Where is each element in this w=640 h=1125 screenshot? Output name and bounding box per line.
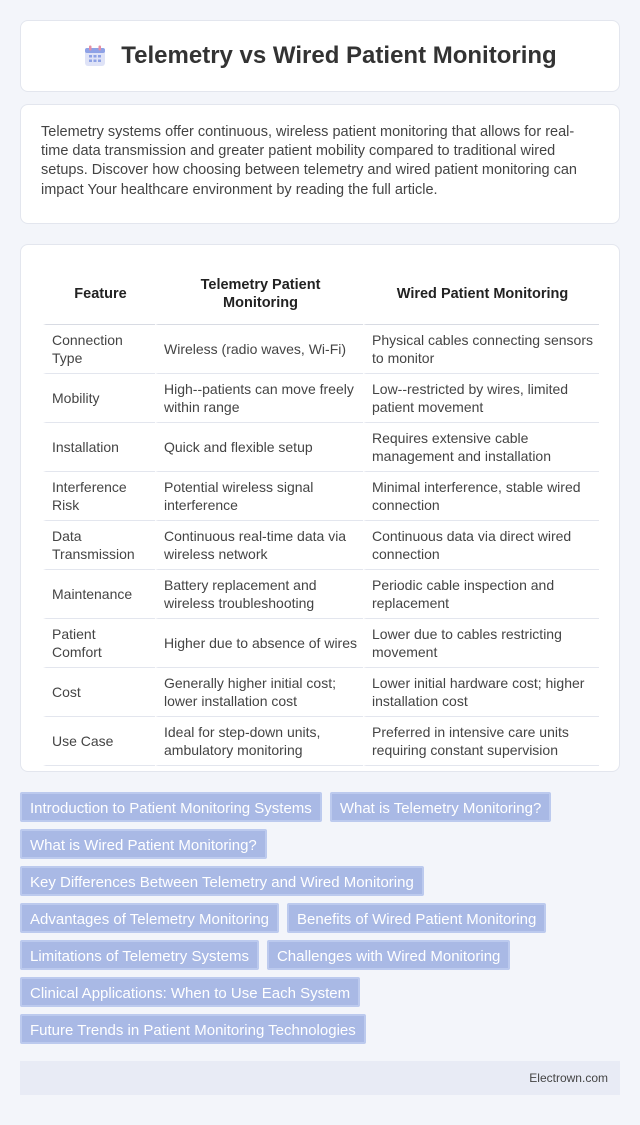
table-row	[43, 325, 599, 374]
tag-row	[20, 792, 620, 822]
feature-cell: Cost	[43, 668, 155, 717]
tag-row	[20, 977, 620, 1007]
tag-row	[20, 903, 620, 933]
wired-cell: Lower due to cables restricting movement	[363, 619, 599, 668]
feature-cell: Installation	[43, 423, 155, 472]
page-title: Telemetry vs Wired Patient Monitoring	[121, 42, 557, 69]
feature-cell: Interference Risk	[43, 472, 155, 521]
wired-cell: Continuous data via direct wired connection	[363, 521, 599, 570]
telemetry-cell: Quick and flexible setup	[155, 423, 363, 472]
telemetry-cell: Potential wireless signal interference	[155, 472, 363, 521]
table-header-row	[43, 263, 599, 325]
table-row	[43, 423, 599, 472]
topic-tag-link[interactable]: Limitations of Telemetry Systems	[20, 940, 259, 970]
wired-cell: Physical cables connecting sensors to monitor	[363, 325, 599, 374]
intro-text: Telemetry systems offer continuous, wireless patient monitoring that allows for real-time data transmission and greater patient mobility compared to traditional wired setups. Discover how choosing between telemetry and wired patient monitoring can impact Your healthcare environment by reading the full article.	[41, 124, 577, 198]
topic-tag-link[interactable]: Key Differences Between Telemetry and Wired Monitoring	[20, 866, 424, 896]
topic-tag-link[interactable]: What is Telemetry Monitoring?	[330, 792, 551, 822]
tag-row	[20, 829, 620, 859]
wired-cell: Low--restricted by wires, limited patient movement	[363, 374, 599, 423]
table-row	[43, 570, 599, 619]
topic-tags	[20, 792, 620, 1051]
telemetry-cell: Higher due to absence of wires	[155, 619, 363, 668]
telemetry-cell: Generally higher initial cost; lower installation cost	[155, 668, 363, 717]
footer	[20, 1061, 620, 1095]
topic-tag-link[interactable]: Benefits of Wired Patient Monitoring	[287, 903, 546, 933]
wired-cell: Preferred in intensive care units requiring constant supervision	[363, 717, 599, 766]
column-header-wired: Wired Patient Monitoring	[363, 263, 599, 325]
column-header-telemetry: Telemetry Patient Monitoring	[155, 263, 363, 325]
telemetry-cell: High--patients can move freely within range	[155, 374, 363, 423]
tag-row	[20, 1014, 620, 1044]
table-row	[43, 374, 599, 423]
telemetry-cell: Continuous real-time data via wireless network	[155, 521, 363, 570]
page-header	[20, 20, 620, 92]
comparison-table	[43, 263, 599, 766]
table-row	[43, 521, 599, 570]
wired-cell: Minimal interference, stable wired connection	[363, 472, 599, 521]
telemetry-cell: Ideal for step-down units, ambulatory monitoring	[155, 717, 363, 766]
table-row	[43, 668, 599, 717]
calendar-icon	[83, 44, 107, 68]
wired-cell: Requires extensive cable management and installation	[363, 423, 599, 472]
topic-tag-link[interactable]: Clinical Applications: When to Use Each System	[20, 977, 360, 1007]
feature-cell: Patient Comfort	[43, 619, 155, 668]
footer-brand: Electrown.com	[529, 1071, 608, 1085]
feature-cell: Maintenance	[43, 570, 155, 619]
wired-cell: Periodic cable inspection and replacement	[363, 570, 599, 619]
column-header-feature: Feature	[43, 263, 155, 325]
table-row	[43, 472, 599, 521]
feature-cell: Mobility	[43, 374, 155, 423]
wired-cell: Lower initial hardware cost; higher installation cost	[363, 668, 599, 717]
telemetry-cell: Battery replacement and wireless troubleshooting	[155, 570, 363, 619]
topic-tag-link[interactable]: What is Wired Patient Monitoring?	[20, 829, 267, 859]
topic-tag-link[interactable]: Advantages of Telemetry Monitoring	[20, 903, 279, 933]
tag-row	[20, 866, 620, 896]
topic-tag-link[interactable]: Challenges with Wired Monitoring	[267, 940, 510, 970]
feature-cell: Use Case	[43, 717, 155, 766]
feature-cell: Data Transmission	[43, 521, 155, 570]
topic-tag-link[interactable]: Introduction to Patient Monitoring Systems	[20, 792, 322, 822]
table-row	[43, 619, 599, 668]
topic-tag-link[interactable]: Future Trends in Patient Monitoring Technologies	[20, 1014, 366, 1044]
table-row	[43, 717, 599, 766]
telemetry-cell: Wireless (radio waves, Wi-Fi)	[155, 325, 363, 374]
comparison-table-card	[20, 244, 620, 772]
feature-cell: Connection Type	[43, 325, 155, 374]
tag-row	[20, 940, 620, 970]
intro-card	[20, 104, 620, 224]
